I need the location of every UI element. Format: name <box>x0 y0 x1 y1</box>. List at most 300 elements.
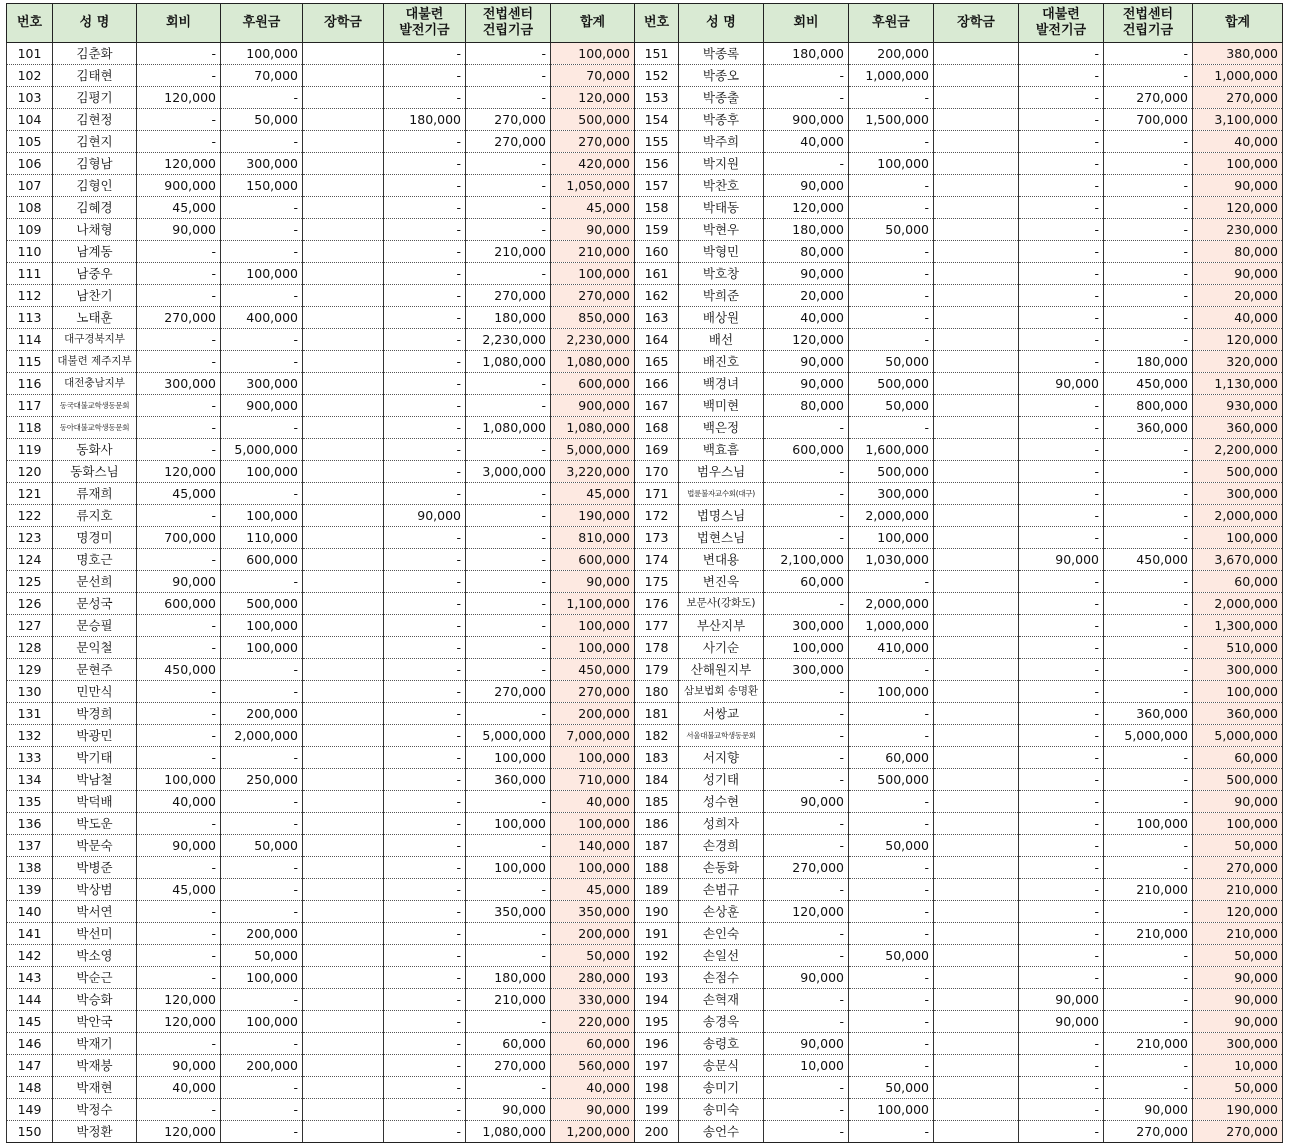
cell-name: 박지원 <box>679 153 764 175</box>
cell-dues: 90,000 <box>137 835 221 857</box>
cell-no: 145 <box>7 1011 53 1033</box>
cell-sponsorship: - <box>849 571 934 593</box>
header-name: 성 명 <box>53 4 137 43</box>
cell-scholarship <box>934 989 1019 1011</box>
cell-dev-fund: - <box>384 263 466 285</box>
cell-sponsorship: 410,000 <box>849 637 934 659</box>
cell-name: 박재붕 <box>53 1055 137 1077</box>
cell-scholarship <box>934 219 1019 241</box>
cell-dues: 90,000 <box>764 351 849 373</box>
cell-sponsorship: - <box>849 1033 934 1055</box>
cell-name: 박기태 <box>53 747 137 769</box>
cell-total: 90,000 <box>1193 263 1283 285</box>
cell-sponsorship: - <box>849 989 934 1011</box>
cell-scholarship <box>934 307 1019 329</box>
cell-no: 190 <box>635 901 679 923</box>
cell-center-fund: 3,000,000 <box>466 461 551 483</box>
cell-total: 60,000 <box>1193 571 1283 593</box>
cell-scholarship <box>934 1055 1019 1077</box>
cell-name: 대불련 제주지부 <box>53 351 137 373</box>
cell-center-fund: - <box>1104 637 1193 659</box>
cell-sponsorship: - <box>221 1077 303 1099</box>
cell-sponsorship: - <box>221 1121 303 1143</box>
cell-no: 154 <box>635 109 679 131</box>
cell-scholarship <box>303 43 384 65</box>
cell-center-fund: - <box>1104 945 1193 967</box>
cell-sponsorship: - <box>849 1121 934 1143</box>
cell-total: 360,000 <box>1193 417 1283 439</box>
cell-scholarship <box>934 395 1019 417</box>
cell-total: 120,000 <box>551 87 635 109</box>
table-row <box>7 175 1283 197</box>
cell-name: 배상원 <box>679 307 764 329</box>
cell-no: 177 <box>635 615 679 637</box>
cell-scholarship <box>934 549 1019 571</box>
cell-no: 189 <box>635 879 679 901</box>
cell-total: 600,000 <box>551 373 635 395</box>
cell-dev-fund: - <box>1019 483 1104 505</box>
cell-name: 박종출 <box>679 87 764 109</box>
cell-center-fund: - <box>466 1011 551 1033</box>
cell-center-fund: 450,000 <box>1104 549 1193 571</box>
cell-total: 90,000 <box>1193 967 1283 989</box>
cell-dev-fund: 90,000 <box>1019 989 1104 1011</box>
cell-dev-fund: - <box>384 659 466 681</box>
cell-no: 195 <box>635 1011 679 1033</box>
cell-dev-fund: - <box>384 945 466 967</box>
cell-center-fund: 210,000 <box>1104 1033 1193 1055</box>
cell-dev-fund: - <box>1019 329 1104 351</box>
cell-name: 명경미 <box>53 527 137 549</box>
cell-no: 160 <box>635 241 679 263</box>
cell-dev-fund: - <box>1019 395 1104 417</box>
cell-dev-fund: - <box>1019 857 1104 879</box>
cell-dues: - <box>137 43 221 65</box>
cell-center-fund: - <box>466 175 551 197</box>
cell-no: 176 <box>635 593 679 615</box>
cell-dues: 120,000 <box>764 901 849 923</box>
cell-center-fund: 180,000 <box>1104 351 1193 373</box>
cell-sponsorship: 300,000 <box>221 373 303 395</box>
cell-dues: - <box>764 923 849 945</box>
cell-dues: 90,000 <box>137 571 221 593</box>
cell-total: 230,000 <box>1193 219 1283 241</box>
cell-total: 1,080,000 <box>551 351 635 373</box>
cell-scholarship <box>303 153 384 175</box>
table-row <box>7 967 1283 989</box>
cell-name: 박남철 <box>53 769 137 791</box>
cell-sponsorship: 100,000 <box>221 1011 303 1033</box>
cell-name: 손경희 <box>679 835 764 857</box>
cell-total: 560,000 <box>551 1055 635 1077</box>
cell-scholarship <box>303 967 384 989</box>
cell-scholarship <box>303 1055 384 1077</box>
table-row <box>7 1121 1283 1143</box>
cell-scholarship <box>934 703 1019 725</box>
cell-dev-fund: - <box>384 87 466 109</box>
cell-scholarship <box>303 1033 384 1055</box>
cell-scholarship <box>303 527 384 549</box>
cell-name: 박광민 <box>53 725 137 747</box>
cell-no: 116 <box>7 373 53 395</box>
cell-sponsorship: - <box>221 351 303 373</box>
cell-dev-fund: - <box>1019 791 1104 813</box>
cell-no: 184 <box>635 769 679 791</box>
cell-center-fund: - <box>466 263 551 285</box>
cell-dev-fund: - <box>1019 571 1104 593</box>
cell-name: 박선미 <box>53 923 137 945</box>
cell-total: 10,000 <box>1193 1055 1283 1077</box>
cell-total: 45,000 <box>551 879 635 901</box>
cell-name: 류재희 <box>53 483 137 505</box>
cell-total: 100,000 <box>551 615 635 637</box>
cell-dev-fund: - <box>1019 1121 1104 1143</box>
cell-dues: - <box>137 329 221 351</box>
cell-sponsorship: - <box>221 571 303 593</box>
cell-no: 146 <box>7 1033 53 1055</box>
cell-dues: - <box>137 131 221 153</box>
cell-sponsorship: - <box>221 747 303 769</box>
cell-center-fund: - <box>1104 307 1193 329</box>
cell-sponsorship: 2,000,000 <box>849 505 934 527</box>
cell-total: 710,000 <box>551 769 635 791</box>
cell-sponsorship: 100,000 <box>221 505 303 527</box>
header-dev-fund: 대불련 발전기금 <box>1019 4 1104 43</box>
cell-center-fund: 60,000 <box>466 1033 551 1055</box>
cell-sponsorship: - <box>221 989 303 1011</box>
cell-center-fund: - <box>466 593 551 615</box>
cell-name: 백미현 <box>679 395 764 417</box>
cell-center-fund: 210,000 <box>1104 879 1193 901</box>
cell-name: 박안국 <box>53 1011 137 1033</box>
cell-sponsorship: 500,000 <box>849 461 934 483</box>
cell-sponsorship: - <box>849 307 934 329</box>
cell-dev-fund: - <box>1019 593 1104 615</box>
cell-center-fund: 800,000 <box>1104 395 1193 417</box>
cell-dues: - <box>764 769 849 791</box>
table-row <box>7 219 1283 241</box>
cell-scholarship <box>303 945 384 967</box>
cell-sponsorship: 50,000 <box>849 351 934 373</box>
cell-total: 90,000 <box>1193 791 1283 813</box>
cell-no: 168 <box>635 417 679 439</box>
cell-center-fund: 100,000 <box>466 857 551 879</box>
cell-scholarship <box>303 901 384 923</box>
cell-dues: - <box>764 87 849 109</box>
cell-center-fund: - <box>1104 615 1193 637</box>
cell-name: 남계동 <box>53 241 137 263</box>
cell-sponsorship: - <box>849 923 934 945</box>
cell-scholarship <box>303 175 384 197</box>
cell-name: 김평기 <box>53 87 137 109</box>
cell-scholarship <box>934 65 1019 87</box>
cell-center-fund: 5,000,000 <box>466 725 551 747</box>
cell-no: 194 <box>635 989 679 1011</box>
cell-sponsorship: 2,000,000 <box>849 593 934 615</box>
cell-scholarship <box>934 1099 1019 1121</box>
cell-scholarship <box>934 571 1019 593</box>
header-dues: 회비 <box>137 4 221 43</box>
cell-no: 143 <box>7 967 53 989</box>
cell-center-fund: - <box>466 945 551 967</box>
cell-dev-fund: - <box>1019 923 1104 945</box>
cell-center-fund: - <box>1104 791 1193 813</box>
table-row <box>7 593 1283 615</box>
cell-no: 193 <box>635 967 679 989</box>
cell-name: 동화스님 <box>53 461 137 483</box>
cell-sponsorship: 100,000 <box>221 615 303 637</box>
cell-center-fund: 180,000 <box>466 967 551 989</box>
cell-total: 270,000 <box>1193 87 1283 109</box>
table-row <box>7 417 1283 439</box>
cell-dev-fund: - <box>384 395 466 417</box>
table-body <box>7 43 1283 1143</box>
table-row <box>7 395 1283 417</box>
cell-no: 149 <box>7 1099 53 1121</box>
cell-dues: 900,000 <box>137 175 221 197</box>
table-row <box>7 329 1283 351</box>
cell-sponsorship: 1,600,000 <box>849 439 934 461</box>
cell-dev-fund: - <box>384 219 466 241</box>
cell-sponsorship: - <box>849 131 934 153</box>
table-row <box>7 307 1283 329</box>
cell-dues: - <box>137 747 221 769</box>
cell-dev-fund: - <box>384 769 466 791</box>
cell-dev-fund: - <box>384 989 466 1011</box>
cell-center-fund: - <box>466 791 551 813</box>
cell-no: 111 <box>7 263 53 285</box>
donation-table <box>6 3 1283 1143</box>
cell-scholarship <box>303 395 384 417</box>
cell-dev-fund: - <box>384 65 466 87</box>
cell-name: 성희자 <box>679 813 764 835</box>
cell-name: 문익철 <box>53 637 137 659</box>
cell-dev-fund: - <box>384 1099 466 1121</box>
cell-sponsorship: - <box>221 417 303 439</box>
cell-name: 박종오 <box>679 65 764 87</box>
cell-name: 류지호 <box>53 505 137 527</box>
cell-total: 270,000 <box>551 131 635 153</box>
cell-dues: - <box>137 637 221 659</box>
cell-total: 100,000 <box>551 263 635 285</box>
cell-sponsorship: 50,000 <box>849 945 934 967</box>
cell-total: 320,000 <box>1193 351 1283 373</box>
cell-name: 송령호 <box>679 1033 764 1055</box>
cell-dev-fund: - <box>384 725 466 747</box>
cell-no: 183 <box>635 747 679 769</box>
cell-total: 100,000 <box>1193 813 1283 835</box>
cell-scholarship <box>934 351 1019 373</box>
table-row <box>7 857 1283 879</box>
cell-dev-fund: - <box>384 967 466 989</box>
header-name: 성 명 <box>679 4 764 43</box>
cell-dues: - <box>764 483 849 505</box>
cell-center-fund: - <box>466 637 551 659</box>
cell-name: 박병준 <box>53 857 137 879</box>
cell-dues: - <box>137 241 221 263</box>
cell-name: 박호창 <box>679 263 764 285</box>
cell-scholarship <box>934 1077 1019 1099</box>
cell-no: 141 <box>7 923 53 945</box>
cell-dues: - <box>764 813 849 835</box>
cell-total: 2,000,000 <box>1193 593 1283 615</box>
cell-dev-fund: - <box>384 483 466 505</box>
cell-no: 199 <box>635 1099 679 1121</box>
cell-no: 156 <box>635 153 679 175</box>
cell-sponsorship: - <box>221 901 303 923</box>
cell-sponsorship: - <box>849 285 934 307</box>
cell-scholarship <box>303 1121 384 1143</box>
cell-scholarship <box>934 373 1019 395</box>
cell-name: 송언수 <box>679 1121 764 1143</box>
cell-dev-fund: - <box>384 1121 466 1143</box>
cell-dev-fund: - <box>1019 813 1104 835</box>
cell-dev-fund: - <box>1019 197 1104 219</box>
cell-total: 270,000 <box>1193 857 1283 879</box>
cell-total: 100,000 <box>1193 681 1283 703</box>
cell-sponsorship: 100,000 <box>849 681 934 703</box>
cell-dues: 90,000 <box>137 219 221 241</box>
cell-scholarship <box>934 241 1019 263</box>
cell-total: 100,000 <box>1193 153 1283 175</box>
cell-no: 174 <box>635 549 679 571</box>
cell-scholarship <box>303 65 384 87</box>
cell-scholarship <box>934 483 1019 505</box>
cell-scholarship <box>303 681 384 703</box>
cell-name: 박서연 <box>53 901 137 923</box>
cell-dev-fund: - <box>1019 615 1104 637</box>
table-row <box>7 769 1283 791</box>
cell-dues: - <box>764 1099 849 1121</box>
cell-center-fund: - <box>466 483 551 505</box>
cell-dev-fund: - <box>1019 307 1104 329</box>
cell-name: 송문식 <box>679 1055 764 1077</box>
cell-name: 박정환 <box>53 1121 137 1143</box>
cell-dues: - <box>764 153 849 175</box>
cell-name: 박희준 <box>679 285 764 307</box>
cell-scholarship <box>934 879 1019 901</box>
cell-center-fund: - <box>466 505 551 527</box>
cell-dues: 20,000 <box>764 285 849 307</box>
cell-no: 196 <box>635 1033 679 1055</box>
cell-name: 박경희 <box>53 703 137 725</box>
cell-center-fund: - <box>1104 241 1193 263</box>
cell-scholarship <box>934 769 1019 791</box>
cell-center-fund: 210,000 <box>466 241 551 263</box>
cell-total: 50,000 <box>551 945 635 967</box>
cell-no: 188 <box>635 857 679 879</box>
cell-dues: 45,000 <box>137 483 221 505</box>
table-row <box>7 87 1283 109</box>
cell-dues: 10,000 <box>764 1055 849 1077</box>
table-row <box>7 681 1283 703</box>
cell-sponsorship: - <box>221 285 303 307</box>
cell-center-fund: - <box>1104 571 1193 593</box>
table-row <box>7 659 1283 681</box>
cell-center-fund: 100,000 <box>1104 813 1193 835</box>
cell-no: 171 <box>635 483 679 505</box>
cell-scholarship <box>934 131 1019 153</box>
cell-scholarship <box>303 285 384 307</box>
cell-scholarship <box>934 659 1019 681</box>
cell-total: 280,000 <box>551 967 635 989</box>
cell-total: 1,050,000 <box>551 175 635 197</box>
cell-total: 90,000 <box>551 1099 635 1121</box>
cell-total: 45,000 <box>551 483 635 505</box>
table-row <box>7 1099 1283 1121</box>
cell-dev-fund: - <box>384 439 466 461</box>
cell-no: 161 <box>635 263 679 285</box>
cell-scholarship <box>934 945 1019 967</box>
cell-no: 148 <box>7 1077 53 1099</box>
cell-dev-fund: 90,000 <box>1019 549 1104 571</box>
table-row <box>7 1077 1283 1099</box>
table-row <box>7 791 1283 813</box>
table-row <box>7 483 1283 505</box>
cell-dues: 90,000 <box>764 1033 849 1055</box>
cell-total: 1,000,000 <box>1193 65 1283 87</box>
cell-total: 300,000 <box>1193 483 1283 505</box>
cell-scholarship <box>303 1077 384 1099</box>
cell-total: 210,000 <box>1193 879 1283 901</box>
cell-sponsorship: 100,000 <box>221 263 303 285</box>
cell-no: 197 <box>635 1055 679 1077</box>
cell-dev-fund: - <box>1019 87 1104 109</box>
cell-scholarship <box>934 329 1019 351</box>
cell-center-fund: - <box>1104 483 1193 505</box>
table-row <box>7 637 1283 659</box>
cell-total: 120,000 <box>1193 901 1283 923</box>
header-center-fund: 전법센터 건립기금 <box>1104 4 1193 43</box>
cell-center-fund: - <box>466 703 551 725</box>
cell-scholarship <box>934 285 1019 307</box>
cell-no: 163 <box>635 307 679 329</box>
cell-dev-fund: - <box>1019 703 1104 725</box>
cell-sponsorship: 100,000 <box>221 637 303 659</box>
cell-sponsorship: - <box>221 1033 303 1055</box>
cell-total: 40,000 <box>551 791 635 813</box>
cell-name: 백은정 <box>679 417 764 439</box>
cell-scholarship <box>303 879 384 901</box>
cell-sponsorship: 100,000 <box>221 461 303 483</box>
cell-name: 박도운 <box>53 813 137 835</box>
table-row <box>7 241 1283 263</box>
cell-dues: - <box>137 681 221 703</box>
header-row <box>7 4 1283 43</box>
cell-no: 123 <box>7 527 53 549</box>
cell-scholarship <box>303 505 384 527</box>
cell-dev-fund: - <box>1019 659 1104 681</box>
cell-sponsorship: 50,000 <box>849 835 934 857</box>
header-no: 번호 <box>635 4 679 43</box>
cell-center-fund: 100,000 <box>466 813 551 835</box>
cell-total: 100,000 <box>551 43 635 65</box>
cell-no: 134 <box>7 769 53 791</box>
cell-scholarship <box>934 615 1019 637</box>
cell-dev-fund: - <box>384 681 466 703</box>
cell-total: 450,000 <box>551 659 635 681</box>
cell-scholarship <box>303 835 384 857</box>
cell-dev-fund: - <box>384 857 466 879</box>
cell-no: 131 <box>7 703 53 725</box>
cell-dev-fund: - <box>384 901 466 923</box>
table-row <box>7 879 1283 901</box>
cell-center-fund: 1,080,000 <box>466 417 551 439</box>
cell-total: 420,000 <box>551 153 635 175</box>
cell-scholarship <box>303 461 384 483</box>
cell-sponsorship: - <box>849 87 934 109</box>
cell-center-fund: 5,000,000 <box>1104 725 1193 747</box>
